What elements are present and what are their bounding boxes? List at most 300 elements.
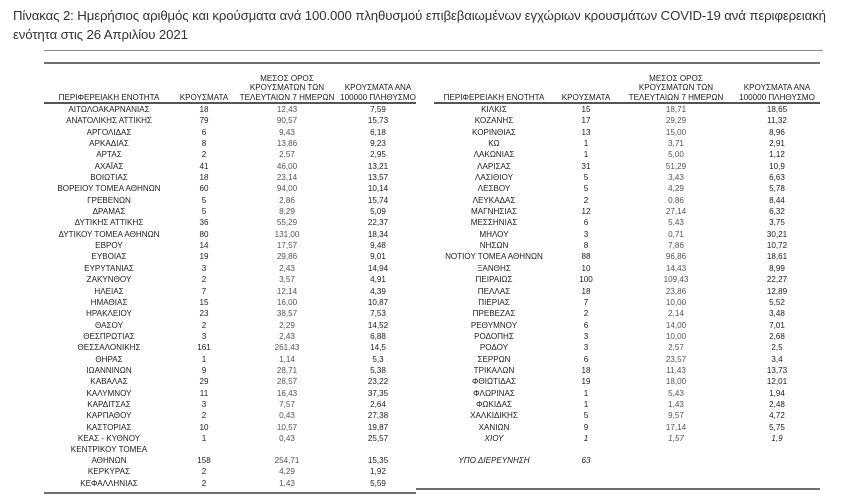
region-name: ΑΡΤΑΣ bbox=[96, 150, 122, 160]
table-row bbox=[434, 149, 820, 160]
region-name: ΚΕΦΑΛΛΗΝΙΑΣ bbox=[80, 478, 138, 488]
spacer bbox=[434, 444, 820, 455]
cases-value: 18 bbox=[199, 173, 209, 183]
region-name: ΧΑΝΙΩΝ bbox=[478, 422, 510, 432]
region-name: ΓΡΕΒΕΝΩΝ bbox=[87, 195, 131, 205]
per100k-value: 5,52 bbox=[769, 297, 785, 307]
avg7-value: 2,14 bbox=[668, 309, 684, 319]
cases-value: 13 bbox=[581, 127, 591, 137]
avg7-value: 10,00 bbox=[665, 331, 687, 341]
avg7-value: 94,00 bbox=[276, 184, 298, 194]
per100k-value: 5,38 bbox=[370, 365, 386, 375]
per100k-value: 6,32 bbox=[769, 207, 785, 217]
avg7-value: 29,86 bbox=[276, 252, 298, 262]
per100k-value: 6,63 bbox=[769, 173, 785, 183]
avg7-value: 4,29 bbox=[279, 467, 295, 477]
avg7-value: 10,00 bbox=[665, 297, 687, 307]
cases-value: 161 bbox=[197, 343, 211, 353]
cases-value: 88 bbox=[581, 252, 591, 262]
cases-value: 15 bbox=[199, 297, 209, 307]
cases-value: 1 bbox=[583, 388, 589, 398]
region-name: ΘΕΣΠΡΩΤΙΑΣ bbox=[83, 331, 135, 341]
cases-value: 18 bbox=[581, 365, 591, 375]
per100k-value: 30,21 bbox=[766, 229, 788, 239]
cases-value: 15 bbox=[581, 105, 591, 114]
avg7-value: 1,57 bbox=[668, 433, 684, 443]
header-per100k: ΚΡΟΥΣΜΑΤΑ ΑΝΑ 100000 ΠΛΗΘΥΣΜΟ bbox=[340, 83, 416, 102]
table-row bbox=[44, 388, 416, 399]
per100k-value: 13,73 bbox=[766, 365, 788, 375]
region-name: ΑΡΓΟΛΙΔΑΣ bbox=[86, 127, 132, 137]
cases-value: 3 bbox=[201, 331, 207, 341]
avg7-value: 16,00 bbox=[276, 297, 298, 307]
region-name: ΚΑΡΔΙΤΣΑΣ bbox=[87, 399, 131, 409]
cases-value: 3 bbox=[583, 229, 589, 239]
table-row bbox=[44, 422, 416, 433]
per100k-value: 1,92 bbox=[370, 467, 386, 477]
table-row bbox=[44, 161, 416, 172]
table-row bbox=[44, 320, 416, 331]
per100k-value: 27,38 bbox=[367, 411, 389, 421]
per100k-value: 11,32 bbox=[767, 116, 787, 126]
table-row bbox=[44, 444, 416, 466]
table-row bbox=[434, 263, 820, 274]
per100k-value: 7,01 bbox=[769, 320, 785, 330]
per100k-value: 1,12 bbox=[769, 150, 785, 160]
under-investigation-row bbox=[434, 455, 820, 466]
avg7-value: 109,43 bbox=[663, 275, 689, 285]
region-name bbox=[44, 444, 174, 466]
avg7-value: 2,43 bbox=[279, 331, 295, 341]
region-name: ΚΩ bbox=[488, 139, 500, 149]
avg7-value: 8,29 bbox=[279, 207, 295, 217]
region-name: ΑΝΑΤΟΛΙΚΗΣ ΑΤΤΙΚΗΣ bbox=[66, 116, 152, 126]
region-name-line1: ΚΕΝΤΡΙΚΟΥ ΤΟΜΕΑ bbox=[70, 445, 148, 455]
table-row bbox=[434, 251, 820, 262]
region-name: ΦΛΩΡΙΝΑΣ bbox=[473, 388, 515, 398]
region-name: ΚΑΡΠΑΘΟΥ bbox=[86, 411, 132, 421]
cases-value: 80 bbox=[199, 229, 209, 239]
cases-value: 60 bbox=[199, 184, 209, 194]
region-name: ΧΙΟΥ bbox=[484, 433, 504, 443]
right-table-header bbox=[434, 72, 820, 104]
per100k-value: 22,27 bbox=[766, 275, 788, 285]
right-table-body bbox=[434, 104, 820, 433]
per100k-value: 9,23 bbox=[370, 139, 386, 149]
cases-value: 6 bbox=[583, 354, 589, 364]
region-name: ΑΧΑΪΑΣ bbox=[94, 161, 124, 171]
avg7-value: 261,43 bbox=[274, 343, 300, 353]
avg7-value: 0,43 bbox=[279, 433, 295, 443]
per100k-value: 19,87 bbox=[367, 422, 389, 432]
avg7-value: 10,57 bbox=[276, 422, 298, 432]
cases-value: 1 bbox=[583, 150, 589, 160]
region-name: ΝΟΤΙΟΥ ΤΟΜΕΑ ΑΘΗΝΩΝ bbox=[445, 252, 543, 262]
per100k-value: 18,65 bbox=[766, 105, 788, 114]
region-name: ΝΗΣΩΝ bbox=[479, 241, 509, 251]
cases-value: 41 bbox=[199, 161, 209, 171]
avg7-value: 131,00 bbox=[274, 229, 300, 239]
avg7-value: 0,71 bbox=[668, 229, 684, 239]
cases-value: 8 bbox=[583, 241, 589, 251]
cases-value: 1 bbox=[583, 399, 589, 409]
region-name: ΠΕΛΛΑΣ bbox=[477, 286, 511, 296]
region-name: ΒΟΡΕΙΟΥ ΤΟΜΕΑ ΑΘΗΝΩΝ bbox=[57, 184, 161, 194]
cases-value: 1 bbox=[201, 433, 207, 443]
avg7-value: 13,86 bbox=[276, 139, 298, 149]
per100k-value: 2,68 bbox=[769, 331, 785, 341]
table-row bbox=[44, 217, 416, 228]
cases-value: 2 bbox=[583, 195, 589, 205]
avg7-value: 1,43 bbox=[279, 478, 295, 488]
per100k-value: 4,72 bbox=[769, 411, 785, 421]
header-cases: ΚΡΟΥΣΜΑΤΑ bbox=[179, 92, 229, 102]
avg7-value: 23,57 bbox=[665, 354, 687, 364]
avg7-value: 23,14 bbox=[276, 173, 298, 183]
avg7-value: 7,57 bbox=[279, 399, 295, 409]
avg7-value: 14,00 bbox=[665, 320, 687, 330]
per100k-value: 6,18 bbox=[370, 127, 386, 137]
per100k-value: 5,09 bbox=[370, 207, 386, 217]
avg7-value: 5,00 bbox=[668, 150, 684, 160]
avg7-value: 9,57 bbox=[668, 411, 684, 421]
region-name: ΗΜΑΘΙΑΣ bbox=[90, 297, 128, 307]
table-row bbox=[434, 388, 820, 399]
cases-value: 79 bbox=[199, 116, 209, 126]
table-row bbox=[44, 183, 416, 194]
header-cases: ΚΡΟΥΣΜΑΤΑ bbox=[561, 92, 611, 102]
avg7-value: 27,14 bbox=[665, 207, 687, 217]
per100k-value: 7,59 bbox=[370, 105, 386, 114]
table-row bbox=[44, 115, 416, 126]
per100k-value: 23,22 bbox=[367, 377, 389, 387]
cases-value: 9 bbox=[583, 422, 589, 432]
table-row bbox=[44, 127, 416, 138]
cases-value: 29 bbox=[199, 377, 209, 387]
table-row bbox=[44, 274, 416, 285]
header-avg7: ΜΕΣΟΣ ΟΡΟΣ ΚΡΟΥΣΜΑΤΩΝ ΤΩΝ ΤΕΛΕΥΤΑΙΩΝ 7 ΗΜΕΡΩΝ bbox=[628, 73, 724, 102]
table-row bbox=[44, 286, 416, 297]
region-name: ΧΑΛΚΙΔΙΚΗΣ bbox=[470, 411, 518, 421]
avg7-value: 0,43 bbox=[279, 411, 295, 421]
region-name: ΤΡΙΚΑΛΩΝ bbox=[473, 365, 515, 375]
table-row bbox=[434, 308, 820, 319]
avg7-value: 0,86 bbox=[668, 195, 684, 205]
table-row bbox=[44, 195, 416, 206]
cases-value: 3 bbox=[583, 343, 589, 353]
avg7-value: 4,29 bbox=[668, 184, 684, 194]
region-name: ΛΕΣΒΟΥ bbox=[477, 184, 511, 194]
per100k-value: 3,48 bbox=[769, 309, 785, 319]
avg7-value: 90,57 bbox=[276, 116, 298, 126]
per100k-value: 7,53 bbox=[370, 309, 386, 319]
cases-value: 14 bbox=[199, 241, 209, 251]
table-row bbox=[434, 365, 820, 376]
per100k-value: 10,87 bbox=[367, 297, 389, 307]
table-row bbox=[44, 240, 416, 251]
region-name: ΗΛΕΙΑΣ bbox=[94, 286, 124, 296]
per100k-value: 4,91 bbox=[370, 275, 386, 285]
per100k-value: 5,3 bbox=[372, 354, 384, 364]
region-name: ΡΟΔΟΥ bbox=[479, 343, 509, 353]
cases-value: 19 bbox=[199, 252, 209, 262]
cases-value: 7 bbox=[201, 286, 207, 296]
avg7-value: 12,14 bbox=[276, 286, 298, 296]
region-name: ΜΕΣΣΗΝΙΑΣ bbox=[470, 218, 518, 228]
per100k-value: 15,73 bbox=[367, 116, 389, 126]
cases-value: 17 bbox=[581, 116, 591, 126]
cases-value: 19 bbox=[581, 377, 591, 387]
table-row bbox=[44, 297, 416, 308]
table-row bbox=[44, 376, 416, 387]
avg7-value: 29,29 bbox=[665, 116, 687, 126]
avg7-value: 3,43 bbox=[668, 173, 684, 183]
table-row bbox=[434, 354, 820, 365]
avg7-value: 3,71 bbox=[668, 139, 684, 149]
per100k-value: 14,94 bbox=[367, 263, 389, 273]
region-name: ΠΕΙΡΑΙΩΣ bbox=[475, 275, 513, 285]
table-row bbox=[44, 138, 416, 149]
table-row bbox=[434, 217, 820, 228]
left-table-body-end bbox=[44, 466, 416, 489]
table-row bbox=[44, 263, 416, 274]
per100k-value: 2,5 bbox=[771, 343, 783, 353]
per100k-value: 6,88 bbox=[370, 331, 386, 341]
per100k-value: 9,48 bbox=[370, 241, 386, 251]
cases-value: 18 bbox=[199, 105, 209, 114]
table-row bbox=[44, 478, 416, 489]
per100k-value: 5,75 bbox=[769, 422, 785, 432]
cases-value: 10 bbox=[581, 263, 591, 273]
cases-value: 3 bbox=[583, 331, 589, 341]
avg7-value: 2,57 bbox=[668, 343, 684, 353]
cases-value: 5 bbox=[583, 184, 589, 194]
avg7-value: 55,29 bbox=[276, 218, 298, 228]
per100k-value: 13,21 bbox=[367, 161, 389, 171]
avg7-value: 18,00 bbox=[665, 377, 687, 387]
region-name-line2: ΑΘΗΝΩΝ bbox=[91, 456, 127, 466]
header-region: ΠΕΡΙΦΕΡΕΙΑΚΗ ΕΝΟΤΗΤΑ bbox=[443, 92, 545, 102]
left-table-header bbox=[44, 72, 416, 104]
table-row bbox=[434, 274, 820, 285]
avg7-value: 2,43 bbox=[279, 263, 295, 273]
avg7-value: 2,86 bbox=[279, 195, 295, 205]
cases-value: 11 bbox=[199, 388, 209, 398]
right-table-bottom-rule bbox=[416, 488, 820, 490]
per100k-value: 2,95 bbox=[370, 150, 386, 160]
table-row bbox=[44, 342, 416, 353]
region-name: ΠΙΕΡΙΑΣ bbox=[478, 297, 510, 307]
region-name: ΗΡΑΚΛΕΙΟΥ bbox=[86, 309, 132, 319]
region-name: ΘΗΡΑΣ bbox=[95, 354, 123, 364]
table-row bbox=[434, 422, 820, 433]
cases-value: 5 bbox=[583, 411, 589, 421]
table-row bbox=[44, 410, 416, 421]
table-row bbox=[434, 127, 820, 138]
avg7-value: 11,43 bbox=[666, 365, 686, 375]
avg7-value: 38,57 bbox=[276, 309, 298, 319]
avg7-value: 46,00 bbox=[276, 161, 298, 171]
region-name: ΚΑΛΥΜΝΟΥ bbox=[86, 388, 132, 398]
region-name: ΡΟΔΟΠΗΣ bbox=[474, 331, 514, 341]
avg7-value: 28,71 bbox=[276, 365, 298, 375]
cases-value: 3 bbox=[201, 399, 207, 409]
right-table bbox=[434, 72, 820, 467]
cases-value: 2 bbox=[201, 467, 207, 477]
left-table-body bbox=[44, 104, 416, 444]
cases-value: 10 bbox=[199, 422, 209, 432]
per100k-value: 9,01 bbox=[370, 252, 386, 262]
per100k-value: 1,9 bbox=[771, 433, 783, 443]
table-row bbox=[44, 466, 416, 477]
per100k-value: 14,52 bbox=[367, 320, 389, 330]
cases-value: 5 bbox=[201, 195, 207, 205]
per100k-value: 1,94 bbox=[769, 388, 785, 398]
region-name: ΑΡΚΑΔΙΑΣ bbox=[89, 139, 129, 149]
table-row bbox=[44, 149, 416, 160]
cases-value: 5 bbox=[583, 173, 589, 183]
region-name: ΘΑΣΟΥ bbox=[95, 320, 123, 330]
region-name: ΡΕΘΥΜΝΟΥ bbox=[470, 320, 518, 330]
region-name: ΛΑΣΙΘΙΟΥ bbox=[474, 173, 514, 183]
avg7-value: 9,43 bbox=[279, 127, 295, 137]
per100k-value: 22,37 bbox=[367, 218, 389, 228]
region-name: ΛΑΡΙΣΑΣ bbox=[477, 161, 511, 171]
table-row bbox=[44, 331, 416, 342]
region-name: ΙΩΑΝΝΙΝΩΝ bbox=[86, 365, 132, 375]
header-per100k: ΚΡΟΥΣΜΑΤΑ ΑΝΑ 100000 ΠΛΗΘΥΣΜΟ bbox=[739, 83, 815, 102]
per100k-value: 25,57 bbox=[367, 433, 389, 443]
table-row bbox=[44, 354, 416, 365]
avg7-value: 1,14 bbox=[279, 354, 295, 364]
cases-value: 1 bbox=[583, 433, 589, 443]
per100k-value: 2,91 bbox=[769, 139, 785, 149]
cases-value: 8 bbox=[201, 139, 207, 149]
table-row bbox=[434, 138, 820, 149]
avg7-value: 51,29 bbox=[665, 161, 687, 171]
per100k-value: 14,5 bbox=[370, 343, 386, 353]
table-row bbox=[44, 229, 416, 240]
cases-value: 2 bbox=[201, 478, 207, 488]
cases-value: 2 bbox=[201, 275, 207, 285]
region-name: ΛΕΥΚΑΔΑΣ bbox=[472, 195, 516, 205]
avg7-value: 15,00 bbox=[665, 127, 687, 137]
cases-value: 36 bbox=[199, 218, 209, 228]
left-table-bottom-rule bbox=[44, 492, 416, 494]
per100k-value: 10,9 bbox=[769, 161, 785, 171]
region-name: ΚΑΒΑΛΑΣ bbox=[90, 377, 128, 387]
region-name: ΦΘΙΩΤΙΔΑΣ bbox=[471, 377, 517, 387]
per100k-value: 10,72 bbox=[766, 241, 788, 251]
avg7-value: 96,86 bbox=[665, 252, 687, 262]
region-name: ΖΑΚΥΝΘΟΥ bbox=[86, 275, 132, 285]
table-row bbox=[434, 376, 820, 387]
table-row bbox=[434, 161, 820, 172]
table-row bbox=[44, 308, 416, 319]
cases-value: 12 bbox=[581, 207, 591, 217]
table-row bbox=[434, 410, 820, 421]
per100k-value: 15,74 bbox=[367, 195, 389, 205]
region-name: ΘΕΣΣΑΛΟΝΙΚΗΣ bbox=[77, 343, 141, 353]
header-avg7: ΜΕΣΟΣ ΟΡΟΣ ΚΡΟΥΣΜΑΤΩΝ ΤΩΝ ΤΕΛΕΥΤΑΙΩΝ 7 ΗΜΕΡΩΝ bbox=[239, 73, 335, 102]
avg7-value: 5,43 bbox=[668, 218, 684, 228]
region-name: ΔΥΤΙΚΟΥ ΤΟΜΕΑ ΑΘΗΝΩΝ bbox=[58, 229, 160, 239]
region-name: ΣΕΡΡΩΝ bbox=[477, 354, 511, 364]
avg7-value: 3,57 bbox=[279, 275, 295, 285]
region-name: ΑΙΤΩΛΟΑΚΑΡΝΑΝΙΑΣ bbox=[68, 105, 150, 114]
region-name: ΚΑΣΤΟΡΙΑΣ bbox=[86, 422, 132, 432]
avg7-value: 18,71 bbox=[665, 105, 687, 114]
avg7-value: 7,86 bbox=[668, 241, 684, 251]
table-row bbox=[434, 320, 820, 331]
table-caption: Πίνακας 2: Ημερήσιος αριθμός και κρούσματα ανά 100.000 πληθυσμού επιβεβαιωμένων εγχώριων κρουσμάτων COVID-19 ανά περιφερειακή ενότητα στις 26 Απριλίου 2021 bbox=[13, 8, 826, 42]
per100k-value: 15,35 bbox=[367, 456, 389, 466]
cases-value: 158 bbox=[197, 456, 211, 466]
cases-value: 7 bbox=[583, 297, 589, 307]
region-name: ΦΩΚΙΔΑΣ bbox=[476, 399, 512, 409]
table-top-rule bbox=[44, 62, 820, 64]
cases-value: 23 bbox=[199, 309, 209, 319]
under-investigation-label: ΥΠΟ ΔΙΕΡΕΥΝΗΣΗ bbox=[458, 456, 530, 466]
cases-value: 2 bbox=[201, 411, 207, 421]
cases-value: 3 bbox=[201, 263, 207, 273]
cases-value: 1 bbox=[583, 139, 589, 149]
table-row bbox=[44, 399, 416, 410]
table-row bbox=[44, 433, 416, 444]
cases-value: 1 bbox=[201, 354, 207, 364]
region-name: ΞΑΝΘΗΣ bbox=[477, 263, 511, 273]
per100k-value: 10,14 bbox=[367, 184, 389, 194]
table-row bbox=[44, 172, 416, 183]
region-name: ΜΗΛΟΥ bbox=[479, 229, 509, 239]
region-name: ΔΡΑΜΑΣ bbox=[92, 207, 126, 217]
avg7-value: 17,14 bbox=[665, 422, 687, 432]
region-name: ΜΑΓΝΗΣΙΑΣ bbox=[471, 207, 517, 217]
table-row bbox=[434, 331, 820, 342]
table-row bbox=[434, 297, 820, 308]
cases-value: 9 bbox=[201, 365, 207, 375]
cases-value: 100 bbox=[579, 275, 593, 285]
cases-value: 6 bbox=[583, 320, 589, 330]
region-name: ΚΟΖΑΝΗΣ bbox=[474, 116, 514, 126]
per100k-value: 3,75 bbox=[769, 218, 785, 228]
table-row bbox=[434, 433, 820, 444]
region-name: ΔΥΤΙΚΗΣ ΑΤΤΙΚΗΣ bbox=[74, 218, 144, 228]
table-row bbox=[434, 229, 820, 240]
table-row bbox=[434, 115, 820, 126]
region-name: ΚΕΑΣ - ΚΥΘΝΟΥ bbox=[77, 433, 141, 443]
cases-value: 31 bbox=[581, 161, 591, 171]
per100k-value: 13,57 bbox=[367, 173, 389, 183]
table-row bbox=[44, 104, 416, 115]
left-table bbox=[44, 72, 416, 489]
avg7-value: 16,43 bbox=[276, 388, 298, 398]
avg7-value: 23,86 bbox=[665, 286, 687, 296]
per100k-value: 37,35 bbox=[367, 388, 389, 398]
avg7-value: 254,71 bbox=[274, 456, 300, 466]
cases-value: 2 bbox=[201, 150, 207, 160]
region-name: ΕΥΒΟΙΑΣ bbox=[91, 252, 127, 262]
per100k-value: 18,61 bbox=[766, 252, 788, 262]
per100k-value: 8,99 bbox=[769, 263, 785, 273]
per100k-value: 2,48 bbox=[769, 399, 785, 409]
table-row bbox=[434, 286, 820, 297]
cases-value: 6 bbox=[201, 127, 207, 137]
region-name: ΒΟΙΩΤΙΑΣ bbox=[90, 173, 128, 183]
divider bbox=[44, 50, 823, 51]
avg7-value: 5,43 bbox=[668, 388, 684, 398]
cases-value: 2 bbox=[583, 309, 589, 319]
